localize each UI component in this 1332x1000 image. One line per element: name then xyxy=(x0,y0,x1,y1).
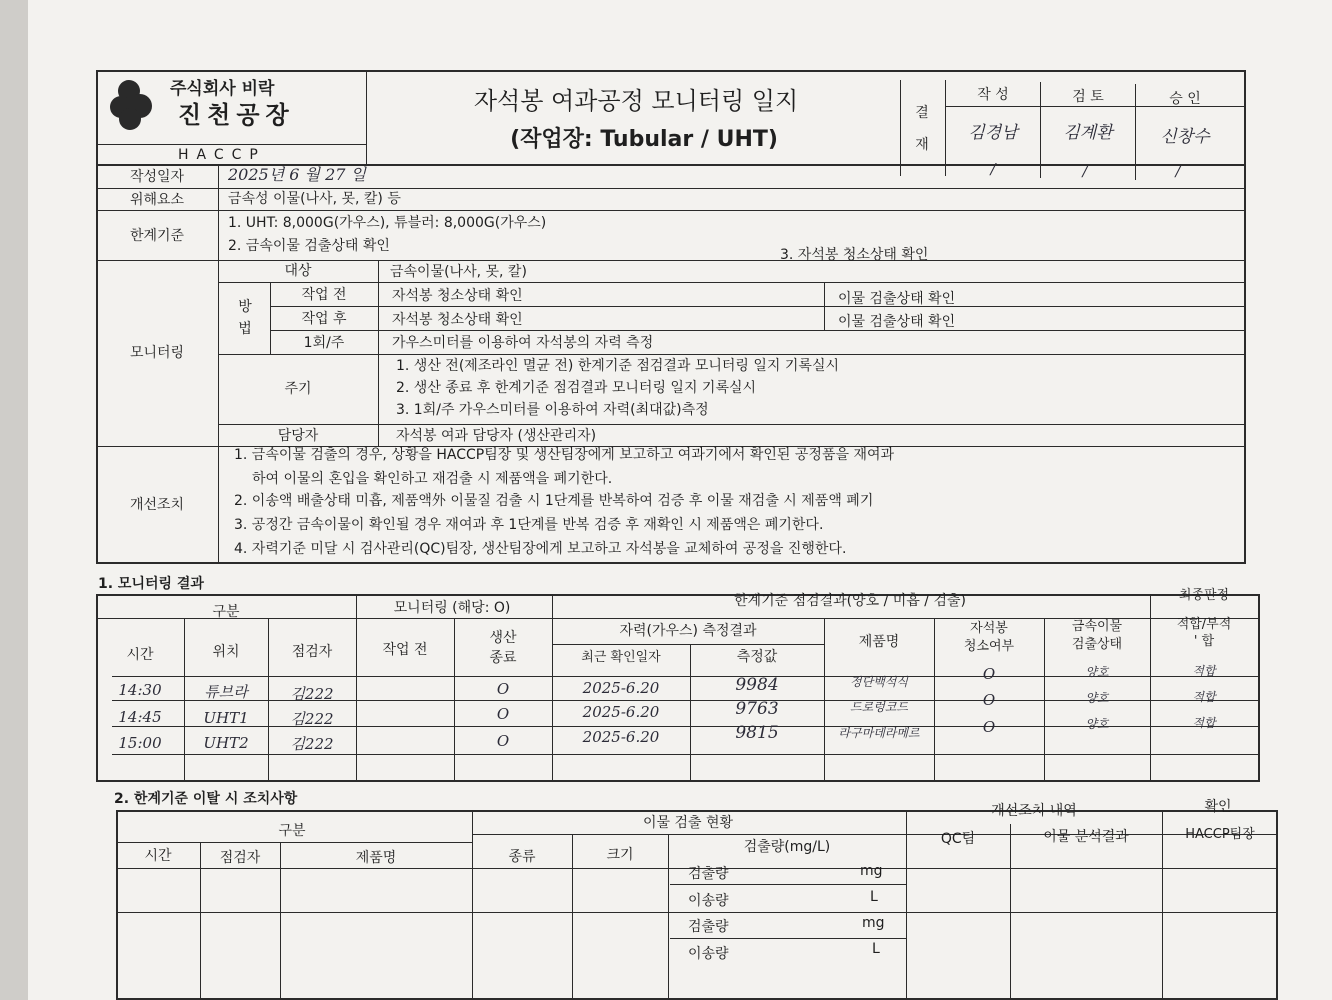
results-h-clean-2: 청소여부 xyxy=(963,639,1015,654)
cycle-line-3: 3. 1회/주 가우스미터를 이용하여 자력(최대값)측정 xyxy=(396,402,709,418)
cycle-line-2: 2. 생산 종료 후 한계기준 점검결과 모니터링 일지 기록실시 xyxy=(396,380,757,396)
results-h-limit: 한계기준 점검결과(양호 / 미흡 / 검출) xyxy=(734,593,966,609)
dev-h-corrective: 개선조치 내역 xyxy=(991,803,1077,819)
haccp-label: HACCP xyxy=(178,147,266,163)
results-h-gauss: 자력(가우스) 측정결과 xyxy=(619,623,757,639)
results-h-product: 제품명 xyxy=(858,634,900,650)
row-time: 15:00 xyxy=(118,734,162,752)
results-section-title: 1. 모니터링 결과 xyxy=(98,576,204,592)
dev-h-type: 종류 xyxy=(508,849,536,865)
corrective-line-3: 2. 이송액 배출상태 미흡, 제품액外 이물질 검출 시 1단계를 반복하여 검증 후 이물 재검출 시 제품액 폐기 xyxy=(234,493,874,509)
results-h-metal-2: 검출상태 xyxy=(1071,637,1123,652)
row-location: UHT2 xyxy=(203,734,249,752)
company-logo xyxy=(110,80,166,130)
amount-unit: L xyxy=(870,889,878,905)
amount-label: 이송량 xyxy=(688,893,729,909)
limit-label: 한계기준 xyxy=(129,228,185,244)
dev-h-qc: QC팀 xyxy=(940,831,976,847)
approval-col-review: 검 토 xyxy=(1072,89,1104,105)
row-time: 14:30 xyxy=(118,681,162,699)
results-h-before: 작업 전 xyxy=(382,642,428,658)
results-h-recent: 최근 확인일자 xyxy=(581,650,661,665)
results-h-after-1: 생산 xyxy=(489,630,517,646)
dev-h-group: 구분 xyxy=(278,823,306,839)
amount-label: 검출량 xyxy=(688,919,729,935)
row-product: 드로렁코드 xyxy=(850,700,908,714)
document-subtitle: (작업장: Tubular / UHT) xyxy=(510,127,778,152)
corrective-line-2: 하여 이물의 혼입을 확인하고 재검출 시 제품액을 폐기한다. xyxy=(252,471,613,487)
method-desc-2: 자석봉 청소상태 확인 xyxy=(392,312,523,328)
row-value: 9984 xyxy=(735,675,779,695)
dev-h-inspector: 점검자 xyxy=(219,850,261,866)
approval-label-bottom: 재 xyxy=(915,137,929,153)
row-fit: 적합 xyxy=(1192,664,1216,678)
row-clean: O xyxy=(982,691,996,709)
method-label-bottom: 법 xyxy=(238,321,252,337)
row-fit: 적합 xyxy=(1192,716,1216,730)
method-when-1: 작업 전 xyxy=(301,287,347,303)
approval-label-top: 결 xyxy=(915,105,929,121)
row-after: O xyxy=(496,705,510,723)
date-value: 2025년 6 월 27 일 xyxy=(228,165,366,184)
monitoring-label: 모니터링 xyxy=(129,345,185,361)
manager-value: 자석봉 여과 담당자 (생산관리자) xyxy=(396,428,597,444)
dev-h-size: 크기 xyxy=(606,847,634,863)
method-label-top: 방 xyxy=(238,299,252,315)
sign-mark-review: / xyxy=(1082,162,1088,180)
row-metal: 양호 xyxy=(1085,717,1109,731)
row-inspector: 김222 xyxy=(290,735,334,753)
limit-line-2: 2. 금속이물 검출상태 확인 xyxy=(228,238,390,254)
row-inspector: 김222 xyxy=(290,685,334,703)
results-h-inspector: 점검자 xyxy=(291,644,333,660)
results-h-monitor: 모니터링 (해당: O) xyxy=(393,600,511,616)
corrective-line-4: 3. 공정간 금속이물이 확인될 경우 재여과 후 1단계를 반복 검증 후 재확인 시 제품액은 폐기한다. xyxy=(234,517,824,533)
date-label: 작성일자 xyxy=(129,169,185,185)
row-time: 14:45 xyxy=(118,708,162,726)
dev-h-analysis: 이물 분석결과 xyxy=(1043,829,1129,845)
results-h-location: 위치 xyxy=(212,644,240,660)
row-clean: O xyxy=(982,665,996,683)
corrective-line-5: 4. 자력기준 미달 시 검사관리(QC)팀장, 생산팀장에게 보고하고 자석봉을 교체하여 공정을 진행한다. xyxy=(234,541,847,557)
results-h-time: 시간 xyxy=(126,647,154,663)
company-name: 주식회사 비락 xyxy=(170,79,275,99)
target-label: 대상 xyxy=(284,263,312,279)
amount-unit: mg xyxy=(862,915,885,931)
corrective-label: 개선조치 xyxy=(129,497,185,513)
row-metal: 양호 xyxy=(1085,665,1109,679)
dev-h-confirm: 확인 xyxy=(1204,799,1232,815)
method-extra-2: 이물 검출상태 확인 xyxy=(838,314,956,330)
row-date: 2025-6.20 xyxy=(582,703,660,721)
cycle-label: 주기 xyxy=(284,381,312,397)
deviation-section-title: 2. 한계기준 이탈 시 조치사항 xyxy=(114,791,298,807)
row-clean: O xyxy=(982,718,996,736)
limit-line-3: 3. 자석봉 청소상태 확인 xyxy=(780,247,929,263)
method-desc-1: 자석봉 청소상태 확인 xyxy=(392,288,523,304)
limit-line-1: 1. UHT: 8,000G(가우스), 튜블러: 8,000G(가우스) xyxy=(228,215,547,231)
hazard-label: 위해요소 xyxy=(129,192,185,208)
sign-mark-author: / xyxy=(990,160,996,178)
document-title: 자석봉 여과공정 모니터링 일지 xyxy=(473,87,799,115)
dev-h-time: 시간 xyxy=(144,848,172,864)
results-h-final: 최종판정 xyxy=(1178,588,1230,603)
sign-mark-approve: / xyxy=(1175,162,1181,180)
row-after: O xyxy=(496,732,510,750)
hazard-value: 금속성 이물(나사, 못, 칼) 등 xyxy=(228,191,401,207)
manager-label: 담당자 xyxy=(277,428,319,444)
dev-h-amount: 검출량(mg/L) xyxy=(743,839,831,855)
dev-h-haccp: HACCP팀장 xyxy=(1185,827,1255,842)
row-product: 정단백석식 xyxy=(850,675,908,689)
amount-label: 이송량 xyxy=(688,946,729,962)
dev-h-detect: 이물 검출 현황 xyxy=(642,815,734,831)
approval-col-approve: 승 인 xyxy=(1169,91,1201,107)
dev-h-product: 제품명 xyxy=(355,850,397,866)
amount-unit: mg xyxy=(860,863,883,879)
method-when-2: 작업 후 xyxy=(301,311,347,327)
method-desc-3: 가우스미터를 이용하여 자석봉의 자력 측정 xyxy=(392,335,654,351)
row-date: 2025-6.20 xyxy=(582,679,660,697)
row-date: 2025-6.20 xyxy=(582,728,660,746)
method-when-3: 1회/주 xyxy=(303,335,345,351)
results-h-fit-2: ' 합 xyxy=(1193,634,1215,649)
signature-approve: 신창수 xyxy=(1160,127,1210,147)
row-location: UHT1 xyxy=(203,709,249,727)
row-after: O xyxy=(496,680,510,698)
row-product: 라구마데라메르 xyxy=(838,726,920,740)
amount-unit: L xyxy=(872,941,880,957)
row-fit: 적합 xyxy=(1192,690,1216,704)
row-value: 9763 xyxy=(735,699,779,719)
results-h-measured: 측정값 xyxy=(736,649,778,665)
row-location: 튜브라 xyxy=(204,683,248,701)
corrective-line-1: 1. 금속이물 검출의 경우, 상황을 HACCP팀장 및 생산팀장에게 보고하고 여과기에서 확인된 공정품을 재여과 xyxy=(234,447,895,463)
approval-col-author: 작 성 xyxy=(977,87,1009,103)
row-inspector: 김222 xyxy=(290,710,334,728)
results-h-metal-1: 금속이물 xyxy=(1071,619,1123,634)
results-h-clean-1: 자석봉 xyxy=(970,621,1008,636)
results-h-group: 구분 xyxy=(212,604,240,620)
row-value: 9815 xyxy=(735,723,779,743)
method-extra-1: 이물 검출상태 확인 xyxy=(838,291,956,307)
plant-name: 진천공장 xyxy=(178,101,295,129)
row-metal: 양호 xyxy=(1085,691,1109,705)
amount-label: 검출량 xyxy=(688,866,729,882)
signature-review: 김계환 xyxy=(1063,123,1113,143)
results-h-fit-1: 적합/부적 xyxy=(1176,617,1232,632)
cycle-line-1: 1. 생산 전(제조라인 멸균 전) 한계기준 점검결과 모니터링 일지 기록실시 xyxy=(396,358,840,374)
results-h-after-2: 종료 xyxy=(489,650,517,666)
target-value: 금속이물(나사, 못, 칼) xyxy=(390,264,527,280)
signature-author: 김경남 xyxy=(968,123,1018,143)
